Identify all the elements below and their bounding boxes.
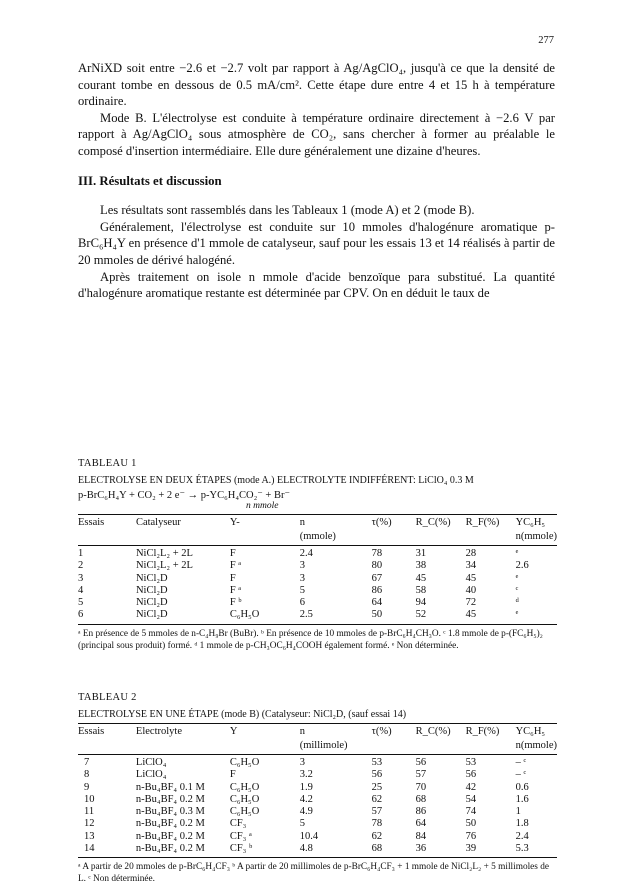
- table-1-label: TABLEAU 1: [78, 458, 137, 469]
- table-cell: ᵈ: [515, 597, 519, 609]
- table-cell: 1: [515, 806, 521, 818]
- table-cell: 72: [465, 597, 477, 609]
- table-cell: ᵉ: [515, 548, 519, 559]
- table-1-header: Y-: [230, 515, 300, 530]
- table-cell: 70: [415, 781, 427, 793]
- table-cell: 34: [465, 560, 477, 572]
- table-cell: 39: [466, 843, 516, 858]
- table-cell: – ᶜ: [515, 757, 527, 768]
- table-cell: 1: [78, 548, 84, 559]
- table-cell: 5: [299, 818, 305, 830]
- table-cell: 68: [372, 843, 416, 858]
- table-cell: – ᶜ: [515, 769, 527, 781]
- table-cell: 57: [415, 769, 427, 781]
- table-cell: 1.9: [299, 781, 313, 793]
- table-2-header-sub: n(mmole): [516, 738, 557, 755]
- table-1: [78, 458, 557, 652]
- table-cell: F ᵃ: [229, 584, 242, 596]
- table-cell: 3: [299, 757, 305, 768]
- table-cell: 1.8: [515, 818, 529, 830]
- table-cell: 36: [416, 843, 466, 858]
- table-cell: 50: [372, 609, 416, 624]
- table-cell: 4: [78, 584, 84, 596]
- table-cell: 28: [465, 548, 477, 559]
- table-cell: 52: [416, 609, 466, 624]
- table-1-header: R_F(%): [466, 515, 516, 530]
- paragraph-treatment: Après traitement on isole n mmole d'acide benzoïque para substitué. La quantité d'halogénure aromatique restante est déterminée par CPV. On en déduit le taux de: [78, 269, 555, 301]
- table-row: [78, 769, 557, 781]
- table-cell: 78: [371, 548, 383, 559]
- table-cell: 94: [415, 597, 427, 609]
- table-cell: 13: [84, 830, 95, 842]
- table-2-header: Y: [230, 724, 300, 739]
- table-2-header: Electrolyte: [136, 724, 230, 739]
- table-cell: F: [229, 548, 236, 559]
- table-cell: ᶜ: [515, 584, 519, 596]
- table-cell: 56: [465, 769, 477, 781]
- table-cell: 7: [84, 757, 90, 768]
- table-1-header-sub: (mmole): [300, 529, 372, 546]
- table-cell: NiCl₂L₂ + 2L: [135, 560, 193, 572]
- table-cell: 3: [299, 572, 305, 584]
- table-cell: 45: [465, 572, 477, 584]
- table-cell: NiCl₂D: [135, 597, 168, 609]
- table-cell: 57: [371, 806, 383, 818]
- paragraph-mode-b: Mode B. L'électrolyse est conduite à température ordinaire directement à −2.6 V par rapport à Ag/AgClO₄ sous atmosphère de CO₂, sans chercher à former au préalable le composé d'insertion intermédiaire. Elle dure généralement une dizaine d'heures.: [78, 110, 555, 158]
- table-cell: C₆H₅O: [230, 609, 300, 624]
- table-2-header: R_F(%): [466, 724, 516, 739]
- table-cell: C₆H₅O: [229, 757, 260, 768]
- table-cell: 68: [415, 793, 427, 805]
- table-cell: 53: [465, 757, 477, 768]
- table-cell: 56: [371, 769, 383, 781]
- table-row: [78, 794, 557, 806]
- table-2-header-sub: (millimole): [300, 738, 372, 755]
- table-cell: 67: [371, 572, 383, 584]
- table-1-header-sub: n(mmole): [516, 529, 557, 546]
- table-cell: 45: [415, 572, 427, 584]
- table-cell: NiCl₂D: [135, 572, 168, 584]
- table-cell: 2.5: [300, 609, 372, 624]
- table-1-reaction: p-BrC₆H₄Y + CO₂ + 2 e⁻ → p-YC₆H₄CO₂⁻ + Br⁻: [78, 490, 291, 501]
- paragraph-general: Généralement, l'électrolyse est conduite sur 10 mmoles d'halogénure aromatique p-BrC₆H₄Y en présence d'1 mmole de catalyseur, sauf pour les essais 13 et 14 réalisés à partir de 20 mmoles de dérivé halogéné.: [78, 219, 555, 267]
- table-cell: LiClO₄: [135, 757, 167, 768]
- table-row: [78, 806, 557, 818]
- table-cell: 14: [78, 843, 136, 858]
- table-row: [78, 597, 557, 609]
- table-1-caption: ELECTROLYSE EN DEUX ÉTAPES (mode A.) ELECTROLYTE INDIFFÉRENT: LiClO₄ 0.3 M: [78, 475, 474, 486]
- table-cell: n-Bu₄BF₄ 0.1 M: [135, 781, 205, 793]
- table-1-header: τ(%): [372, 515, 416, 530]
- table-row: [78, 560, 557, 572]
- table-2-label: TABLEAU 2: [78, 692, 137, 703]
- table-cell: n-Bu₄BF₄ 0.2 M: [135, 818, 205, 830]
- table-cell: CF₃ ᵃ: [229, 830, 252, 842]
- table-row: [78, 818, 557, 830]
- table-cell: 50: [465, 818, 477, 830]
- table-cell: 42: [465, 781, 477, 793]
- table-cell: 3.2: [299, 769, 313, 781]
- table-cell: 86: [415, 806, 427, 818]
- table-cell: 10: [84, 793, 95, 805]
- table-cell: 58: [415, 584, 427, 596]
- table-1-header: Essais: [78, 515, 136, 530]
- table-2-grid: [78, 723, 557, 858]
- table-1-footnote: ᵃ En présence de 5 mmoles de n-C₄H₉Br (BuBr). ᵇ En présence de 10 mmoles de p-BrC₆H₄CH₃O. ᶜ 1.8 mmole de p-(FC₆H₅)₂ (principal sous produit) formé. ᵈ 1 mmole de p-CH₃OC₆H₄COOH également formé. ᵉ Non déterminée.: [78, 628, 543, 651]
- table-cell: n-Bu₄BF₄ 0.2 M: [135, 830, 205, 842]
- table-cell: 4.9: [299, 806, 313, 818]
- table-2: [78, 692, 557, 885]
- table-cell: 12: [84, 818, 95, 830]
- paragraph-results: Les résultats sont rassemblés dans les Tableaux 1 (mode A) et 2 (mode B).: [100, 203, 475, 218]
- table-cell: 45: [466, 609, 516, 624]
- table-cell: F ᵇ: [229, 597, 242, 609]
- table-cell: 2: [78, 560, 84, 572]
- table-cell: n-Bu₄BF₄ 0.2 M: [136, 843, 230, 858]
- table-row: [78, 546, 557, 561]
- table-cell: 5: [299, 584, 305, 596]
- section-heading: III. Résultats et discussion: [78, 173, 222, 188]
- table-cell: ᵉ: [515, 572, 519, 584]
- table-row: [78, 585, 557, 597]
- table-cell: C₆H₅O: [229, 793, 260, 805]
- table-cell: 9: [84, 781, 90, 793]
- table-cell: 64: [415, 818, 427, 830]
- table-row: [78, 609, 557, 624]
- table-cell: 64: [371, 597, 383, 609]
- table-cell: 40: [465, 584, 477, 596]
- table-cell: 1.6: [515, 793, 529, 805]
- table-1-header: YC₆H₅: [516, 515, 557, 530]
- table-cell: NiCl₂D: [136, 609, 230, 624]
- table-cell: 5.3: [516, 843, 557, 858]
- page-number: 277: [538, 35, 554, 46]
- table-cell: 0.6: [515, 781, 529, 793]
- table-cell: 2.4: [515, 830, 529, 842]
- table-2-header: YC₆H₅: [516, 724, 557, 739]
- table-cell: F ᵃ: [229, 560, 242, 572]
- table-cell: n-Bu₄BF₄ 0.3 M: [135, 806, 205, 818]
- table-cell: C₆H₅O: [229, 806, 260, 818]
- table-row: [78, 573, 557, 585]
- table-row: [78, 755, 557, 770]
- table-2-caption: ELECTROLYSE EN UNE ÉTAPE (mode B) (Catalyseur: NiCl₂D, (sauf essai 14): [78, 709, 407, 720]
- table-2-header: R_C(%): [416, 724, 466, 739]
- table-cell: 54: [465, 793, 477, 805]
- table-cell: 2.6: [515, 560, 529, 572]
- table-cell: 6: [299, 597, 305, 609]
- table-cell: 2.4: [299, 548, 313, 559]
- table-cell: 4.8: [300, 843, 372, 858]
- table-cell: 86: [371, 584, 383, 596]
- table-2-header: n: [300, 724, 372, 739]
- table-2-header: Essais: [78, 724, 136, 739]
- paragraph-continuation: ArNiXD soit entre −2.6 et −2.7 volt par rapport à Ag/AgClO₄, jusqu'à ce que la densité de courant tombe en dessous de 0.5 mA/cm². Cette étape dure entre 4 et 15 h à température ordinaire.: [78, 61, 555, 109]
- table-cell: 31: [415, 548, 427, 559]
- table-cell: 8: [84, 769, 90, 781]
- table-cell: CF₃: [229, 818, 247, 830]
- table-cell: 6: [78, 609, 136, 624]
- table-cell: F: [229, 769, 236, 781]
- table-cell: ᵉ: [516, 609, 557, 624]
- table-cell: 62: [371, 830, 383, 842]
- table-cell: 5: [78, 597, 84, 609]
- table-cell: 76: [465, 830, 477, 842]
- table-2-footnote: ᵃ A partir de 20 mmoles de p-BrC₆H₄CF₃ ᵇ A partir de 20 millimoles de p-BrC₆H₄CF₃ + 1 mmole de NiCl₂L₂ + 5 millimoles de L. ᶜ Non déterminée.: [78, 862, 550, 885]
- table-cell: CF₃ ᵇ: [230, 843, 300, 858]
- table-1-header: n: [300, 515, 372, 530]
- table-row: [78, 782, 557, 794]
- table-cell: NiCl₂L₂ + 2L: [135, 548, 193, 559]
- body-text: [78, 60, 555, 302]
- table-cell: n-Bu₄BF₄ 0.2 M: [135, 793, 205, 805]
- table-cell: 56: [415, 757, 427, 768]
- table-cell: F: [229, 572, 236, 584]
- table-cell: LiClO₄: [135, 769, 167, 781]
- table-cell: 62: [371, 793, 383, 805]
- table-row: [78, 831, 557, 843]
- table-cell: 3: [78, 572, 84, 584]
- table-cell: 80: [371, 560, 383, 572]
- table-cell: 4.2: [299, 793, 313, 805]
- table-cell: 10.4: [299, 830, 319, 842]
- table-1-grid: [78, 514, 557, 625]
- table-2-header: τ(%): [372, 724, 416, 739]
- table-1-reaction-sub: n mmole: [246, 501, 279, 511]
- table-cell: 74: [465, 806, 477, 818]
- table-cell: 38: [415, 560, 427, 572]
- table-cell: 78: [371, 818, 383, 830]
- table-row: [78, 843, 557, 858]
- table-1-header: Catalyseur: [136, 515, 230, 530]
- table-cell: 3: [299, 560, 305, 572]
- table-cell: 11: [84, 806, 95, 818]
- table-1-header: R_C(%): [416, 515, 466, 530]
- table-cell: C₆H₅O: [229, 781, 260, 793]
- table-cell: NiCl₂D: [135, 584, 168, 596]
- table-cell: 25: [371, 781, 383, 793]
- table-cell: 84: [415, 830, 427, 842]
- table-cell: 53: [371, 757, 383, 768]
